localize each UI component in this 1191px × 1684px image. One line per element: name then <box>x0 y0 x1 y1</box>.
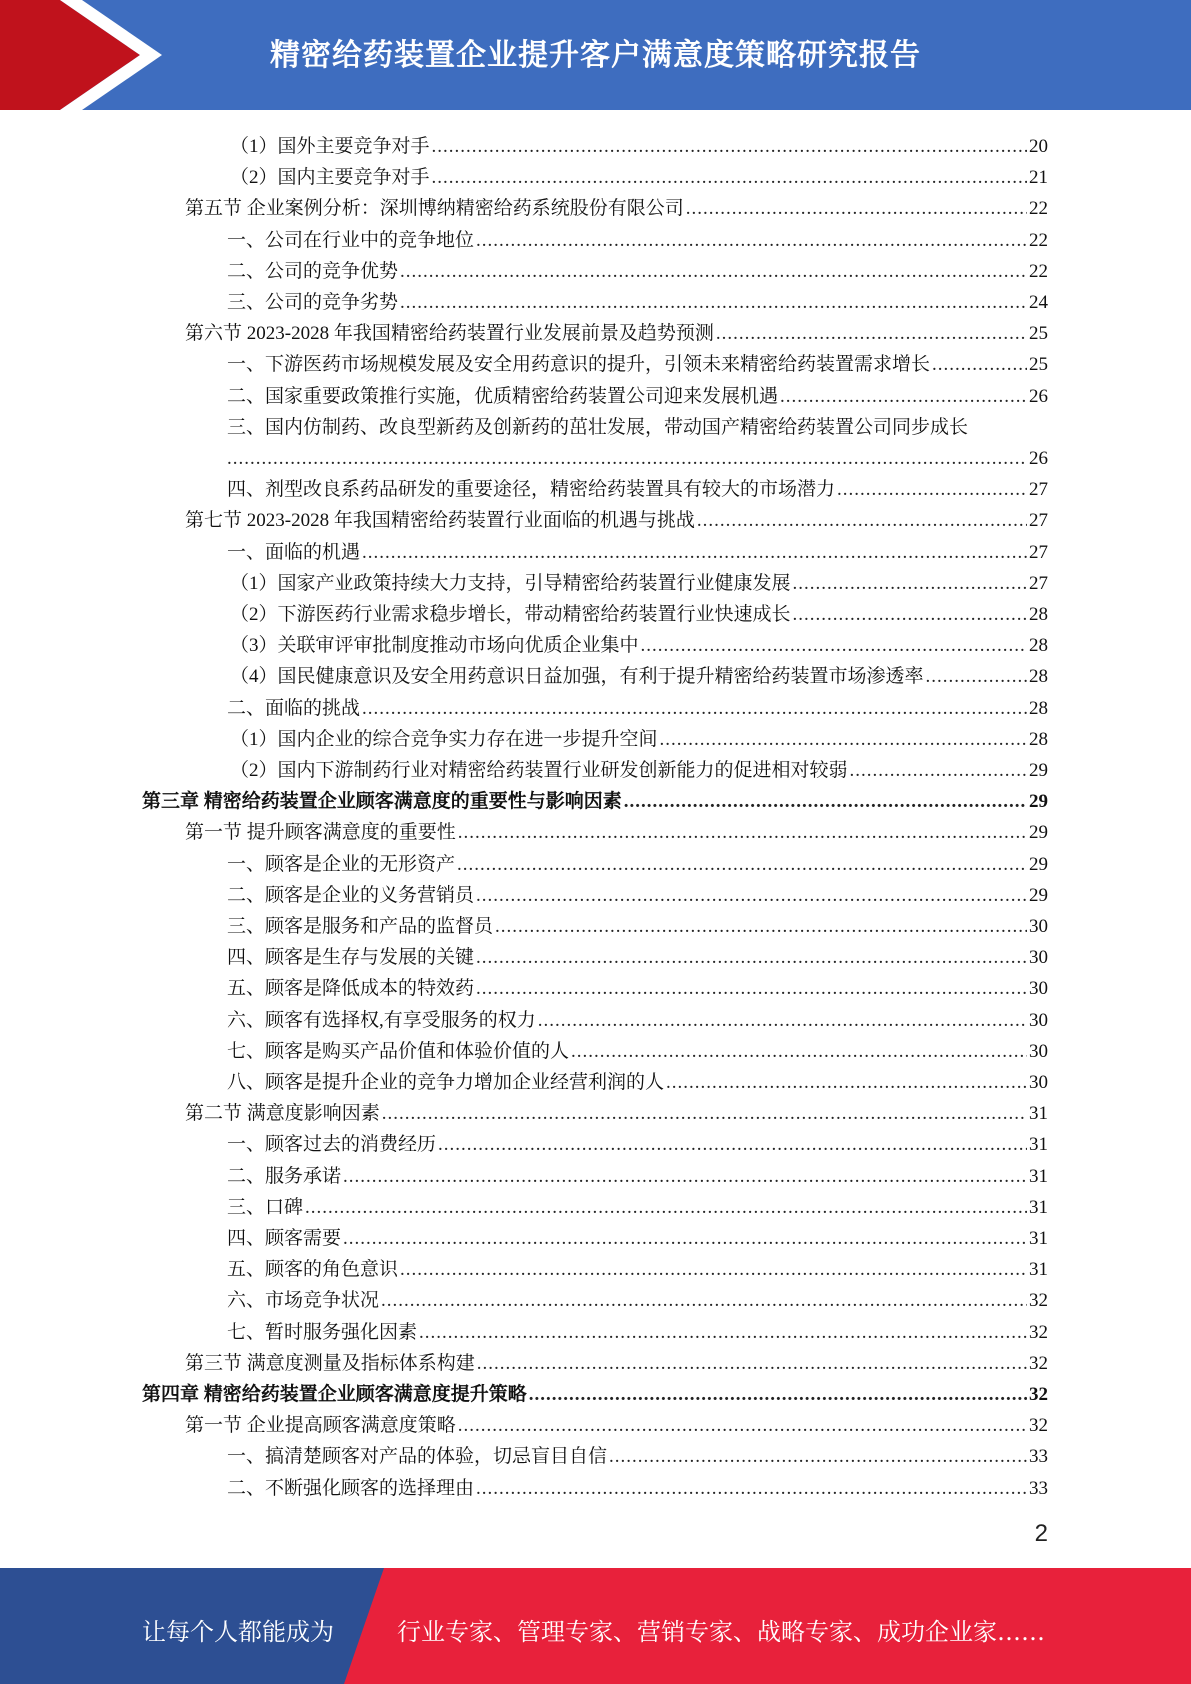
toc-page-number: 28 <box>1029 697 1048 719</box>
toc-dot-leader <box>716 323 1027 345</box>
toc-entry-title: 第一节 提升顾客满意度的重要性 <box>185 822 456 844</box>
toc-page-number: 22 <box>1029 229 1048 251</box>
toc-entry[interactable] <box>227 439 1048 470</box>
footer-slogan-right: 行业专家、管理专家、营销专家、战略专家、成功企业家…… <box>397 1618 1045 1646</box>
toc-entry-title: 第五节 企业案例分析：深圳博纳精密给药系统股份有限公司 <box>185 198 684 220</box>
toc-dot-leader <box>538 1010 1027 1032</box>
toc-entry-title: 三、口碑 <box>227 1196 304 1218</box>
toc-page-number: 30 <box>1029 916 1048 937</box>
toc-page-number: 33 <box>1029 1446 1048 1468</box>
toc-page-number: 31 <box>1029 1228 1048 1249</box>
toc-entry[interactable] <box>230 564 1048 595</box>
toc-entry[interactable] <box>227 1219 1048 1250</box>
toc-section-entry[interactable] <box>185 1094 1048 1125</box>
toc-entry-title: （1）国外主要竞争对手 <box>230 136 430 157</box>
toc-entry-title: 四、顾客需要 <box>227 1228 342 1249</box>
toc-entry-title: 二、顾客是企业的义务营销员 <box>227 884 475 906</box>
toc-section-entry[interactable] <box>185 501 1048 532</box>
toc-dot-leader <box>609 1446 1027 1468</box>
page-number: 2 <box>1034 1520 1048 1547</box>
toc-page-number: 22 <box>1029 198 1048 220</box>
toc-entry-title: 三、国内仿制药、改良型新药及创新药的茁壮发展，带动国产精密给药装置公司同步成长 <box>227 416 969 438</box>
toc-entry[interactable] <box>230 657 1048 688</box>
toc-page-number: 30 <box>1029 978 1048 1000</box>
toc-entry[interactable] <box>227 1250 1048 1281</box>
toc-page-number: 28 <box>1029 666 1048 688</box>
footer-banner <box>0 1568 1191 1684</box>
toc-entry-title: 六、市场竞争状况 <box>227 1290 380 1312</box>
toc-dot-leader <box>780 386 1027 408</box>
toc-dot-leader <box>432 167 1027 189</box>
toc-entry-title: 第四章 精密给药装置企业顾客满意度提升策略 <box>142 1384 527 1405</box>
toc-entry[interactable] <box>227 1157 1048 1188</box>
toc-dot-leader <box>400 1259 1027 1281</box>
toc-entry-title: 二、公司的竞争优势 <box>227 260 399 282</box>
toc-dot-leader <box>476 978 1027 1000</box>
toc-page-number: 27 <box>1029 479 1048 501</box>
toc-entry[interactable] <box>230 127 1048 158</box>
toc-entry-title: 二、国家重要政策推行实施，优质精密给药装置公司迎来发展机遇 <box>227 385 779 407</box>
toc-entry-title: 七、暂时服务强化因素 <box>227 1321 418 1343</box>
toc-entry-title: 五、顾客的角色意识 <box>227 1259 399 1281</box>
toc-entry[interactable] <box>227 1125 1048 1156</box>
toc-entry-title: 第三章 精密给药装置企业顾客满意度的重要性与影响因素 <box>142 791 622 813</box>
toc-entry-title: 六、顾客有选择权,有享受服务的权力 <box>227 1009 536 1031</box>
toc-section-entry[interactable] <box>185 1344 1048 1375</box>
toc-dot-leader <box>458 822 1027 844</box>
toc-entry-title: 二、服务承诺 <box>227 1165 342 1187</box>
toc-section-entry[interactable] <box>185 189 1048 220</box>
toc-page-number: 29 <box>1029 822 1048 844</box>
toc-entry[interactable] <box>227 1188 1048 1219</box>
toc-entry-title: 第三节 满意度测量及指标体系构建 <box>185 1352 475 1374</box>
toc-section-entry[interactable] <box>185 314 1048 345</box>
toc-page-number: 30 <box>1029 1009 1048 1031</box>
toc-dot-leader <box>850 760 1027 782</box>
toc-page-number: 32 <box>1029 1384 1048 1405</box>
toc-entry[interactable] <box>227 345 1048 376</box>
toc-entry-title: 第二节 满意度影响因素 <box>185 1103 380 1125</box>
toc-dot-leader <box>362 542 1027 564</box>
toc-dot-leader <box>476 947 1027 969</box>
toc-page-number: 26 <box>1029 448 1048 469</box>
toc-entry-title: 一、顾客过去的消费经历 <box>227 1134 437 1156</box>
toc-page-number: 32 <box>1029 1290 1048 1312</box>
toc-dot-leader <box>686 198 1027 220</box>
toc-entry-title: 四、剂型改良系药品研发的重要途径，精密给药装置具有较大的市场潜力 <box>227 479 836 501</box>
toc-entry[interactable] <box>230 595 1048 626</box>
toc-dot-leader <box>793 573 1027 595</box>
toc-chapter-entry[interactable] <box>142 1375 1048 1406</box>
toc-page-number: 29 <box>1029 760 1048 781</box>
toc-entry[interactable] <box>230 158 1048 189</box>
toc-dot-leader <box>476 1478 1027 1500</box>
toc-entry-title: 五、顾客是降低成本的特效药 <box>227 978 475 1000</box>
toc-page-number: 25 <box>1029 323 1048 345</box>
toc-dot-leader <box>458 1415 1027 1437</box>
toc-page-number: 30 <box>1029 947 1048 969</box>
toc-entry-title: 二、面临的挑战 <box>227 697 361 719</box>
toc-entry[interactable] <box>227 1032 1048 1063</box>
toc-entry-title: 一、下游医药市场规模发展及安全用药意识的提升，引领未来精密给药装置需求增长 <box>227 354 931 376</box>
toc-page-number: 28 <box>1029 728 1048 750</box>
toc-dot-leader <box>362 698 1027 720</box>
toc-entry[interactable] <box>227 408 1048 439</box>
toc-page-number: 32 <box>1029 1415 1048 1437</box>
toc-dot-leader <box>381 1290 1027 1312</box>
document-title: 精密给药装置企业提升客户满意度策略研究报告 <box>270 38 921 73</box>
toc-entry[interactable] <box>227 377 1048 408</box>
toc-page-number: 29 <box>1029 853 1048 875</box>
toc-dot-leader <box>305 1197 1027 1219</box>
toc-section-entry[interactable] <box>185 813 1048 844</box>
toc-page-number: 27 <box>1029 510 1048 532</box>
toc-page-number: 28 <box>1029 604 1048 625</box>
toc-entry-title: 一、顾客是企业的无形资产 <box>227 853 456 875</box>
toc-entry-title: 一、搞清楚顾客对产品的体验，切忌盲目自信 <box>227 1446 608 1468</box>
toc-entry-title: 四、顾客是生存与发展的关键 <box>227 947 475 969</box>
toc-entry-title: 第七节 2023-2028 年我国精密给药装置行业面临的机遇与挑战 <box>185 510 695 532</box>
toc-dot-leader <box>476 230 1027 252</box>
toc-dot-leader <box>432 136 1027 158</box>
toc-entry-title: 一、公司在行业中的竞争地位 <box>227 229 475 251</box>
toc-entry[interactable] <box>227 1437 1048 1468</box>
toc-page-number: 30 <box>1029 1072 1048 1093</box>
toc-entry[interactable] <box>230 751 1048 782</box>
toc-entry[interactable] <box>230 720 1048 751</box>
toc-page-number: 20 <box>1029 136 1048 157</box>
toc-entry[interactable] <box>227 689 1048 720</box>
toc-page-number: 32 <box>1029 1352 1048 1374</box>
toc-chapter-entry[interactable] <box>142 782 1048 813</box>
toc-entry[interactable] <box>227 969 1048 1000</box>
toc-entry[interactable] <box>227 252 1048 283</box>
toc-dot-leader <box>400 292 1027 314</box>
toc-entry-title: （2）国内主要竞争对手 <box>230 167 430 189</box>
toc-page-number: 24 <box>1029 292 1048 313</box>
toc-entry-title: （2）下游医药行业需求稳步增长，带动精密给药装置行业快速成长 <box>230 604 791 625</box>
toc-entry[interactable] <box>227 221 1048 252</box>
toc-dot-leader <box>476 885 1027 907</box>
toc-dot-leader <box>343 1166 1027 1188</box>
toc-dot-leader <box>571 1041 1027 1063</box>
toc-page-number: 25 <box>1029 354 1048 376</box>
toc-dot-leader <box>495 916 1027 938</box>
toc-entry[interactable] <box>227 1063 1048 1094</box>
toc-entry-title: 三、顾客是服务和产品的监督员 <box>227 916 494 937</box>
toc-entry[interactable] <box>227 470 1048 501</box>
toc-dot-leader <box>477 1353 1027 1375</box>
toc-page-number: 26 <box>1029 385 1048 407</box>
toc-dot-leader <box>697 510 1027 532</box>
toc-entry-title: 第一节 企业提高顾客满意度策略 <box>185 1415 456 1437</box>
toc-page-number: 31 <box>1029 1103 1048 1125</box>
toc-dot-leader <box>660 729 1027 751</box>
toc-entry[interactable] <box>227 907 1048 938</box>
toc-dot-leader <box>457 854 1027 876</box>
toc-entry-title: （2）国内下游制药行业对精密给药装置行业研发创新能力的促进相对较弱 <box>230 760 848 781</box>
toc-entry-title: 第六节 2023-2028 年我国精密给药装置行业发展前景及趋势预测 <box>185 323 714 345</box>
toc-dot-leader <box>624 791 1027 813</box>
toc-entry-title: 二、不断强化顾客的选择理由 <box>227 1477 475 1499</box>
toc-dot-leader <box>400 261 1027 283</box>
toc-page-number: 21 <box>1029 167 1048 189</box>
toc-page-number: 31 <box>1029 1134 1048 1156</box>
toc-entry-title: 七、顾客是购买产品价值和体验价值的人 <box>227 1040 570 1062</box>
toc-dot-leader <box>343 1228 1027 1250</box>
toc-dot-leader <box>837 479 1027 501</box>
toc-entry[interactable] <box>230 626 1048 657</box>
toc-page-number: 31 <box>1029 1196 1048 1218</box>
toc-dot-leader <box>932 354 1027 376</box>
toc-page-number: 30 <box>1029 1040 1048 1062</box>
toc-page-number: 29 <box>1029 791 1048 813</box>
toc-page-number: 29 <box>1029 884 1048 906</box>
toc-entry[interactable] <box>227 533 1048 564</box>
toc-entry[interactable] <box>227 876 1048 907</box>
toc-dot-leader <box>666 1072 1027 1094</box>
toc-entry[interactable] <box>227 938 1048 969</box>
toc-page-number: 22 <box>1029 260 1048 282</box>
toc-dot-leader <box>382 1103 1027 1125</box>
toc-dot-leader <box>793 604 1027 626</box>
toc-page-number: 31 <box>1029 1259 1048 1281</box>
toc-entry-title: 三、公司的竞争劣势 <box>227 292 399 313</box>
toc-dot-leader <box>641 635 1027 657</box>
toc-section-entry[interactable] <box>185 1406 1048 1437</box>
toc-page-number: 27 <box>1029 541 1048 563</box>
toc-page-number: 31 <box>1029 1165 1048 1187</box>
toc-entry-title: 一、面临的机遇 <box>227 541 361 563</box>
toc-dot-leader <box>926 666 1027 688</box>
toc-entry-title: 八、顾客是提升企业的竞争力增加企业经营利润的人 <box>227 1072 665 1093</box>
toc-entry-title: （3）关联审评审批制度推动市场向优质企业集中 <box>230 635 639 657</box>
toc-dot-leader <box>438 1134 1027 1156</box>
toc-page-number: 28 <box>1029 635 1048 657</box>
toc-entry[interactable] <box>227 1001 1048 1032</box>
toc-page-number: 33 <box>1029 1477 1048 1499</box>
toc-entry-title: （1）国家产业政策持续大力支持，引导精密给药装置行业健康发展 <box>230 572 791 594</box>
toc-dot-leader <box>419 1322 1027 1344</box>
toc-entry[interactable] <box>227 845 1048 876</box>
toc-dot-leader <box>227 448 1027 470</box>
toc-entry-title: （4）国民健康意识及安全用药意识日益加强，有利于提升精密给药装置市场渗透率 <box>230 666 924 688</box>
toc-page-number: 32 <box>1029 1321 1048 1343</box>
toc-entry[interactable] <box>227 1313 1048 1344</box>
toc-entry[interactable] <box>227 1469 1048 1500</box>
toc-entry[interactable] <box>227 1281 1048 1312</box>
toc-page-number: 27 <box>1029 572 1048 594</box>
header-banner <box>0 0 1191 110</box>
footer-slogan-left: 让每个人都能成为 <box>142 1618 334 1646</box>
toc-entry[interactable] <box>227 283 1048 314</box>
toc-entry-title: （1）国内企业的综合竞争实力存在进一步提升空间 <box>230 728 658 750</box>
toc-dot-leader <box>529 1384 1027 1406</box>
